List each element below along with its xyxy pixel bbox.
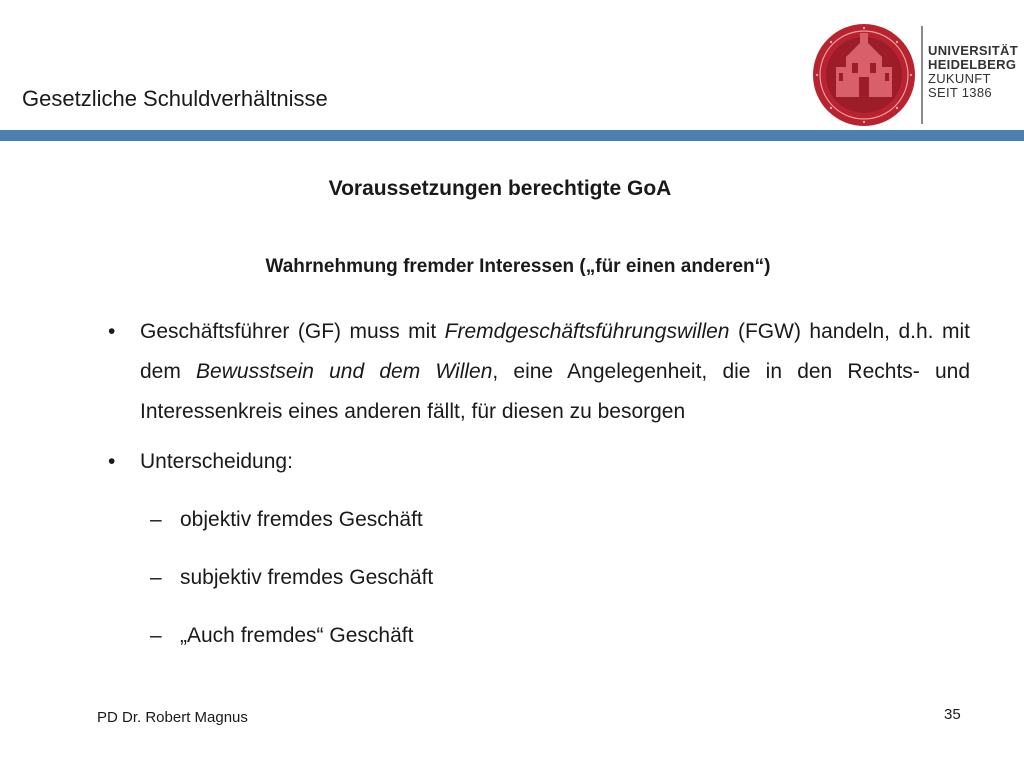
- bullet-text: , eine Angelegenheit, die in den Rechts- und Interessenkreis eines anderen fällt, für diesen zu besorgen: [140, 360, 971, 423]
- bullet-text: Geschäftsführer (GF) muss mit: [140, 320, 445, 343]
- sub-item-text: subjektiv fremdes Geschäft: [180, 566, 434, 589]
- header-rule: [0, 130, 1024, 141]
- bullet-italic-text: Fremdgeschäftsführungswillen: [444, 320, 730, 343]
- logo-line-3: ZUKUNFT: [928, 71, 991, 86]
- dash-marker: –: [150, 624, 162, 647]
- logo-line-2: HEIDELBERG: [928, 57, 1017, 72]
- slide-subtitle: Wahrnehmung fremder Interessen („für einen anderen“): [265, 256, 771, 277]
- bullet-marker: •: [108, 450, 116, 473]
- sub-list-item: [108, 500, 970, 540]
- university-seal-logo: [812, 23, 916, 127]
- logo-line-4: SEIT 1386: [928, 85, 992, 100]
- page-number: 35: [944, 706, 961, 723]
- bullet-italic-text: Bewusstsein und dem Willen: [196, 360, 493, 383]
- bullet-item-1: [108, 312, 970, 432]
- slide-title: Voraussetzungen berechtigte GoA: [328, 177, 672, 200]
- dash-marker: –: [150, 566, 162, 589]
- footer-author: PD Dr. Robert Magnus: [97, 709, 248, 726]
- bullet-marker: •: [108, 320, 116, 343]
- sub-item-text: objektiv fremdes Geschäft: [180, 508, 423, 531]
- bullet-list: [108, 312, 970, 656]
- sub-list-item: [108, 558, 970, 598]
- header-title: Gesetzliche Schuldverhältnisse: [22, 86, 328, 111]
- logo-line-1: UNIVERSITÄT: [928, 43, 1018, 58]
- university-logo-text: [928, 44, 1018, 100]
- bullet-text: (FGW) handeln, d.h. mit dem: [140, 320, 970, 383]
- sub-item-text: „Auch fremdes“ Geschäft: [180, 624, 414, 647]
- bullet-text: Unterscheidung:: [140, 450, 293, 473]
- sub-list-item: [108, 616, 970, 656]
- dash-marker: –: [150, 508, 162, 531]
- bullet-item-2: [108, 442, 970, 482]
- logo-divider: [921, 26, 923, 124]
